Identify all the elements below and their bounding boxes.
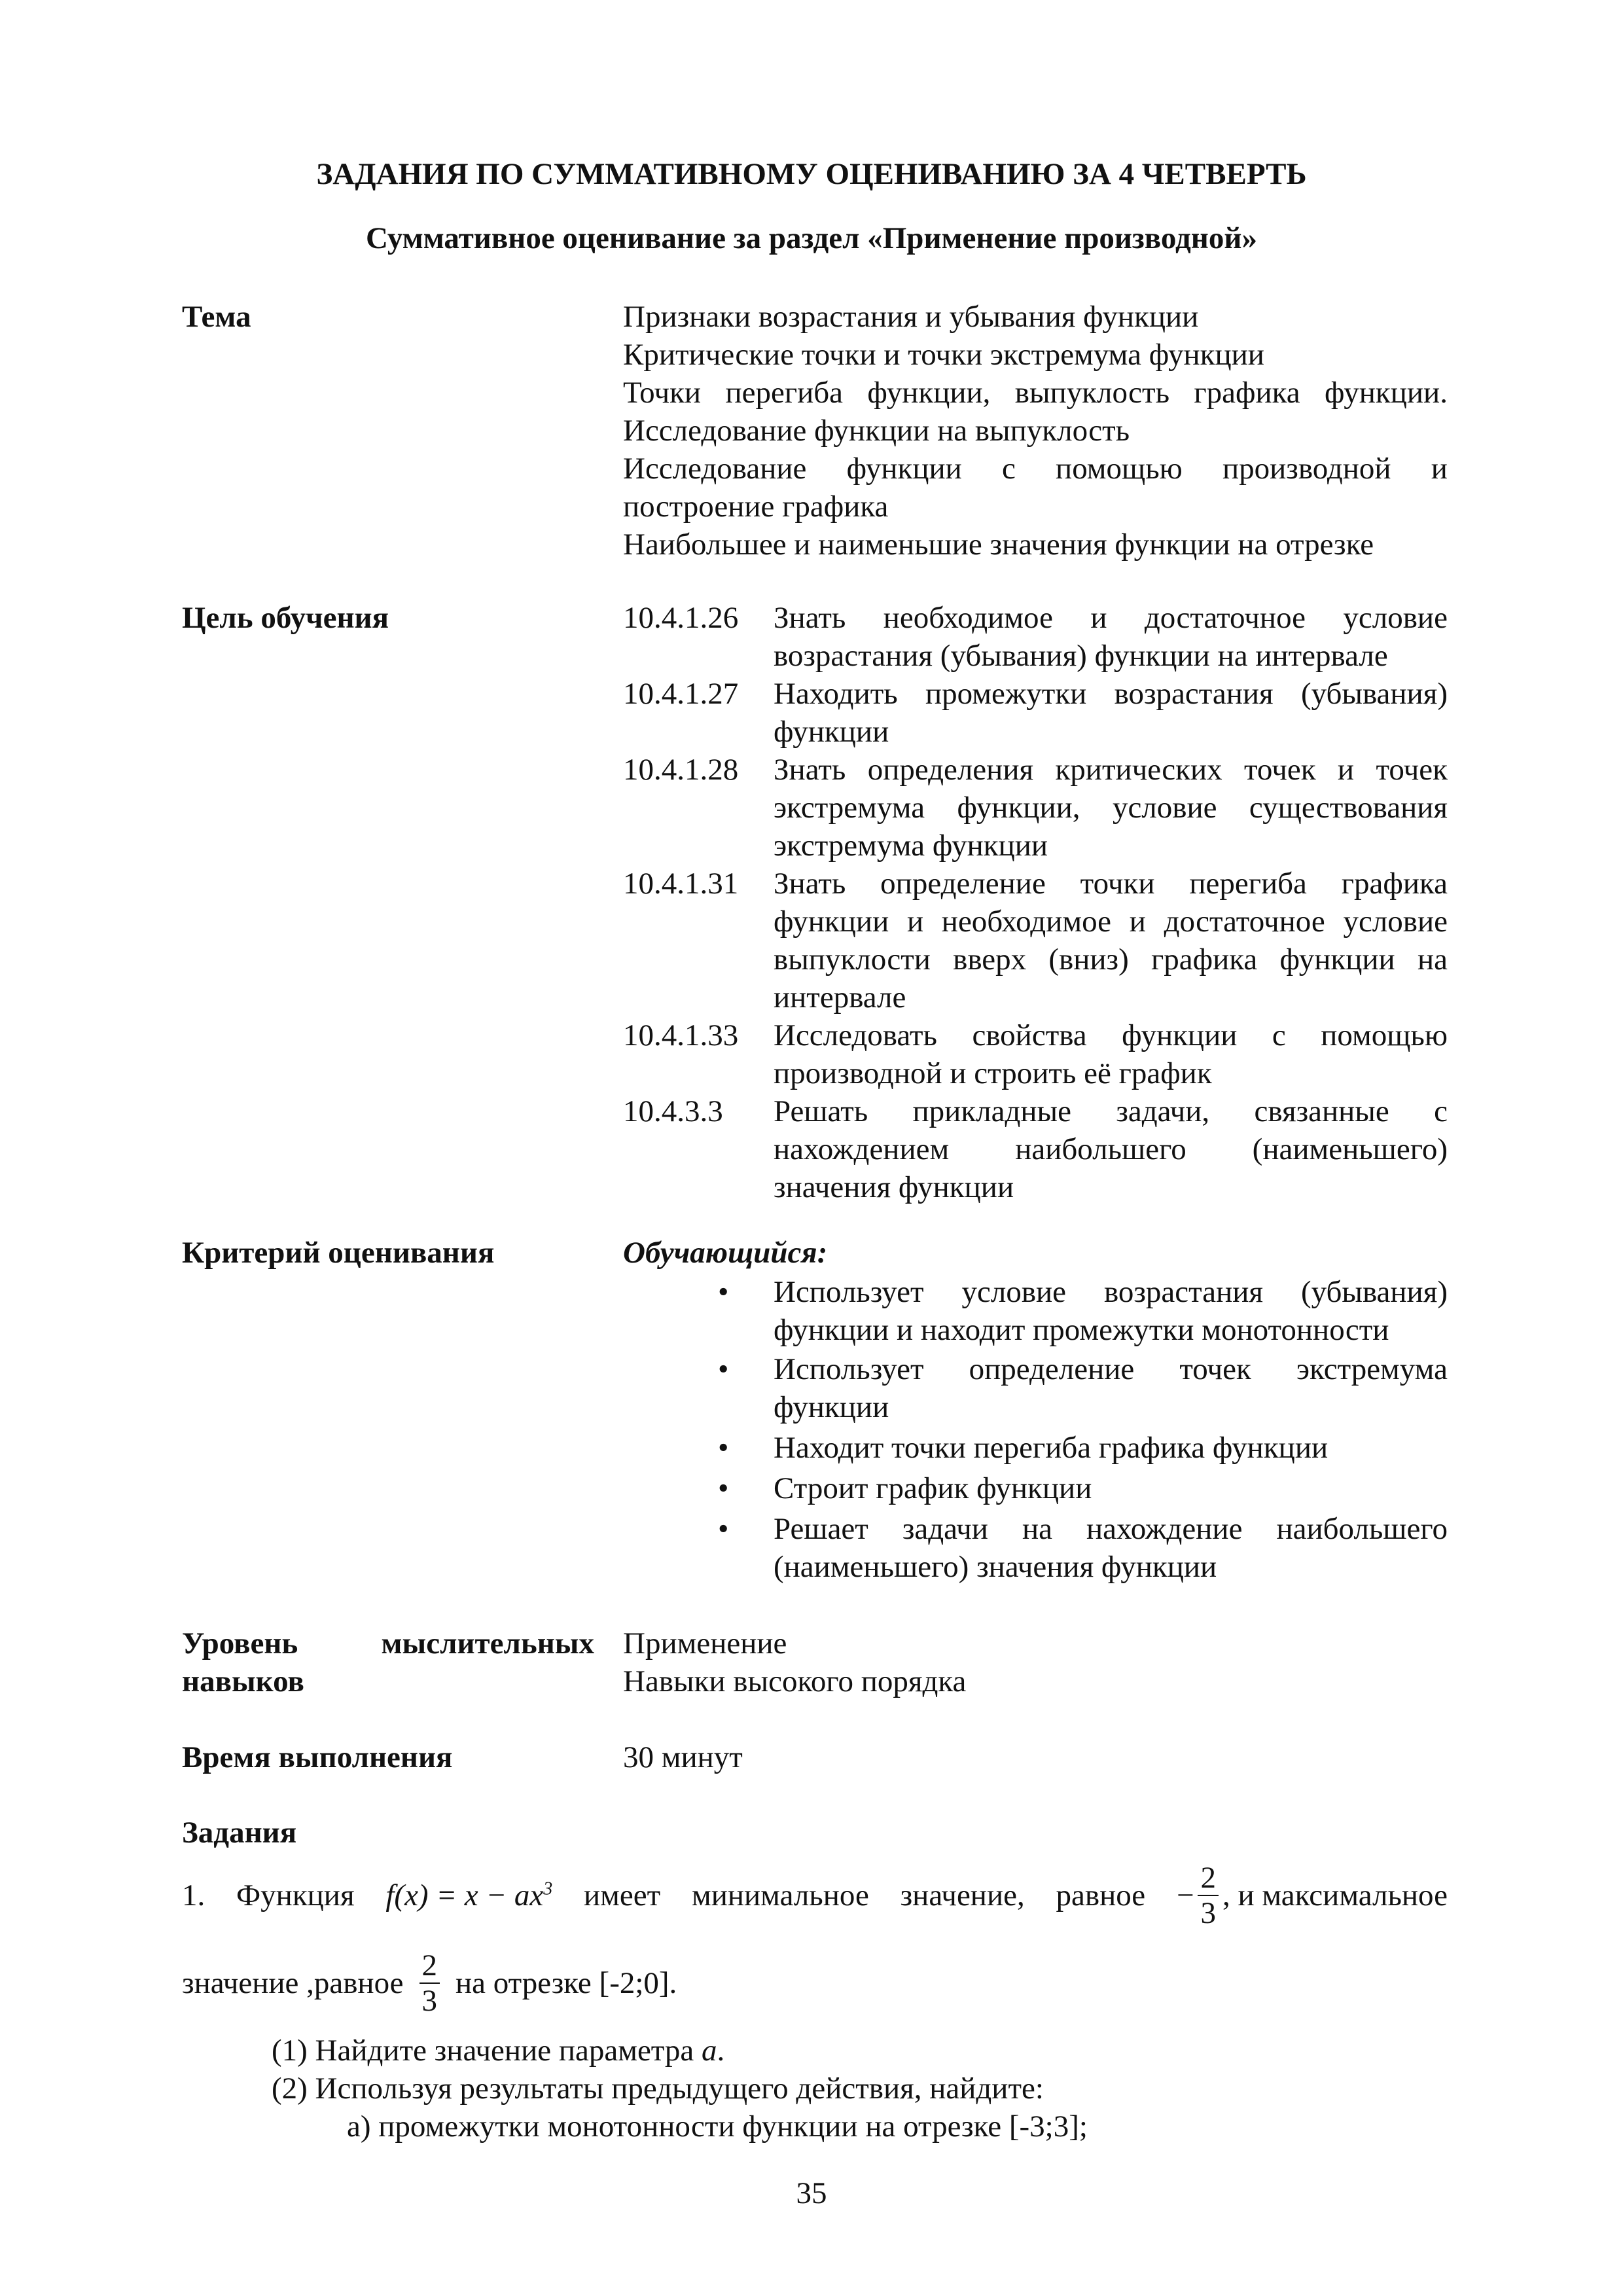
thinking-level-value: Навыки высокого порядка xyxy=(623,1664,967,1698)
goal-code: 10.4.1.31 xyxy=(623,867,739,901)
word: условие xyxy=(1112,791,1217,825)
goal-text: значения функции xyxy=(774,1170,1014,1204)
topic-label: Тема xyxy=(182,300,251,334)
word: необходимое xyxy=(883,601,1053,635)
word: перегиба xyxy=(725,376,844,410)
word: точек xyxy=(1179,1352,1251,1386)
word: Исследование xyxy=(623,452,807,486)
word: (убывания) xyxy=(1300,677,1448,711)
word: экстремума xyxy=(1296,1352,1448,1386)
criteria-text xyxy=(774,1273,1448,1311)
task1-line1 xyxy=(182,1856,1448,1935)
word: Точки xyxy=(623,376,702,410)
criteria-text: Строит график функции xyxy=(774,1471,1092,1505)
word: точек xyxy=(1244,753,1316,787)
word: (убывания) xyxy=(1300,1275,1448,1309)
duration-value: 30 минут xyxy=(623,1740,743,1774)
task1-line2 xyxy=(182,1944,677,2022)
criteria-label: Критерий оценивания xyxy=(182,1236,495,1270)
word: достаточное xyxy=(1144,601,1306,635)
goal-text xyxy=(774,789,1448,827)
word: перегиба xyxy=(1189,867,1307,901)
word: Находить xyxy=(774,677,898,711)
criteria-text: функции xyxy=(774,1390,889,1424)
page-title: ЗАДАНИЯ ПО СУММАТИВНОМУ ОЦЕНИВАНИЮ ЗА 4 ЧЕТВЕРТЬ xyxy=(316,157,1307,191)
thinking-level-label-line xyxy=(182,1624,594,1662)
criteria-item xyxy=(623,1273,1448,1349)
fraction xyxy=(1198,1861,1219,1930)
bullet-icon: • xyxy=(718,1352,729,1386)
goal-text xyxy=(774,1092,1448,1130)
word: условие xyxy=(1343,601,1448,635)
word: Решает xyxy=(774,1512,868,1546)
goal-text xyxy=(774,675,1448,713)
topic-line: Признаки возрастания и убывания функции xyxy=(623,300,1199,334)
fraction-numerator: 2 xyxy=(419,1948,440,1984)
bullet-icon: • xyxy=(718,1512,729,1546)
goal-code: 10.4.1.28 xyxy=(623,753,739,787)
word: и xyxy=(1431,452,1448,486)
word: и xyxy=(1129,905,1146,939)
goal-text xyxy=(774,1016,1448,1054)
word: Знать xyxy=(774,867,846,901)
word: связанные xyxy=(1254,1094,1389,1128)
word: и xyxy=(1090,601,1107,635)
topic-line xyxy=(623,450,1448,488)
word: существования xyxy=(1249,791,1448,825)
criteria-item xyxy=(623,1510,1448,1586)
topic-line: построение графика xyxy=(623,490,889,524)
criteria-text xyxy=(774,1350,1448,1388)
word: Знать xyxy=(774,601,846,635)
goal-text xyxy=(774,1130,1448,1168)
word: задачи, xyxy=(1116,1094,1210,1128)
fraction xyxy=(419,1948,440,2018)
goal-code: 10.4.3.3 xyxy=(623,1094,723,1128)
word: функции xyxy=(774,905,889,939)
task1-formula xyxy=(385,1876,552,1914)
task1-lead: Функция xyxy=(236,1878,355,1912)
word: функции xyxy=(846,452,962,486)
word: графика xyxy=(1151,942,1258,977)
word: условие xyxy=(1343,905,1448,939)
goals-list xyxy=(623,599,1448,1206)
tasks-label: Задания xyxy=(182,1816,297,1850)
word: экстремума xyxy=(774,791,925,825)
word: функции. xyxy=(1324,376,1448,410)
task1-mid-word: минимальное xyxy=(691,1878,869,1912)
fraction-numerator: 2 xyxy=(1198,1861,1219,1896)
word: необходимое xyxy=(941,905,1112,939)
goal-text xyxy=(774,751,1448,789)
page-number: 35 xyxy=(796,2176,827,2210)
criteria-text: Находит точки перегиба графика функции xyxy=(774,1431,1329,1465)
topic-line: Критические точки и точки экстремума функции xyxy=(623,338,1264,372)
task1-sub2: (2) Используя результаты предыдущего действия, найдите: xyxy=(272,2072,1044,2106)
topic-line: Наибольшее и наименьшие значения функции на отрезке xyxy=(623,528,1374,562)
goal-item xyxy=(623,675,1448,751)
word: и xyxy=(1337,753,1355,787)
goal-text: возрастания (убывания) функции на интервале xyxy=(774,639,1388,673)
word: (наименьшего) xyxy=(1252,1132,1448,1166)
word: Знать xyxy=(774,753,846,787)
word: возрастания xyxy=(1114,677,1274,711)
thinking-level-value: Применение xyxy=(623,1626,787,1660)
word: на xyxy=(1417,942,1448,977)
goal-item xyxy=(623,865,1448,1016)
duration-label: Время выполнения xyxy=(182,1740,453,1774)
task1-sub1 xyxy=(272,2032,724,2070)
word: прикладные xyxy=(912,1094,1071,1128)
word: графика xyxy=(1194,376,1300,410)
word: Исследовать xyxy=(774,1018,937,1052)
task1-mid-word: равное xyxy=(1056,1878,1146,1912)
goal-item xyxy=(623,1092,1448,1206)
goal-code: 10.4.1.33 xyxy=(623,1018,739,1052)
criteria-item xyxy=(623,1350,1448,1426)
word: точки xyxy=(1080,867,1155,901)
task1-sub2a: а) промежутки монотонности функции на отрезке [-3;3]; xyxy=(347,2109,1088,2144)
goal-item xyxy=(623,1016,1448,1092)
task1-number: 1. xyxy=(182,1878,205,1912)
word: точек xyxy=(1376,753,1448,787)
goal-text: производной и строить её график xyxy=(774,1056,1212,1090)
word: наибольшего xyxy=(1015,1132,1186,1166)
word: достаточное xyxy=(1164,905,1325,939)
task1-formula-text: f(x) = x − ax xyxy=(385,1878,544,1912)
task1-mid-word: значение, xyxy=(900,1878,1025,1912)
word: вверх xyxy=(953,942,1027,977)
topic-line xyxy=(623,374,1448,412)
fraction-denominator: 3 xyxy=(1200,1896,1216,1930)
criteria-text xyxy=(774,1510,1448,1548)
word: помощью xyxy=(1056,452,1183,486)
goal-text: экстремума функции xyxy=(774,829,1048,863)
thinking-level-label xyxy=(182,1624,594,1700)
fraction-denominator: 3 xyxy=(421,1984,438,2018)
goal-text: функции xyxy=(774,715,889,749)
task1-neg-sign: − xyxy=(1176,1878,1194,1912)
goal-code: 10.4.1.27 xyxy=(623,677,739,711)
goal-text xyxy=(774,599,1448,637)
word: Использует xyxy=(774,1352,924,1386)
word: с xyxy=(1001,452,1016,486)
criteria-item xyxy=(623,1429,1448,1467)
word: условие xyxy=(961,1275,1067,1309)
goal-code: 10.4.1.26 xyxy=(623,601,739,635)
bullet-icon: • xyxy=(718,1431,729,1465)
word: нахождение xyxy=(1086,1512,1243,1546)
goal-text: интервале xyxy=(774,980,906,1014)
thinking-level-word: мыслительных xyxy=(381,1626,594,1660)
section-title: Суммативное оценивание за раздел «Применение производной» xyxy=(366,221,1257,255)
word: функции, xyxy=(867,376,991,410)
word: определения xyxy=(867,753,1034,787)
word: графика xyxy=(1341,867,1448,901)
criteria-item xyxy=(623,1469,1448,1507)
task1-formula-exponent: 3 xyxy=(543,1878,553,1899)
thinking-level-word: Уровень xyxy=(182,1626,298,1660)
goals-label: Цель обучения xyxy=(182,601,389,635)
task1-mid-word: имеет xyxy=(584,1878,661,1912)
criteria-text: функции и находит промежутки монотонности xyxy=(774,1313,1389,1347)
word: выпуклости xyxy=(774,942,931,977)
criteria-list xyxy=(623,1234,1448,1586)
word: функции xyxy=(1122,1018,1238,1052)
topic-line: Исследование функции на выпуклость xyxy=(623,414,1130,448)
goal-text xyxy=(774,903,1448,941)
criteria-heading: Обучающийся: xyxy=(623,1236,828,1270)
word: производной xyxy=(1222,452,1391,486)
bullet-icon: • xyxy=(718,1275,729,1309)
word: и xyxy=(906,905,924,939)
word: функции xyxy=(1279,942,1395,977)
word: с xyxy=(1272,1018,1286,1052)
word: определение xyxy=(880,867,1046,901)
word: Решать xyxy=(774,1094,868,1128)
task1-line2-tail: на отрезке [-2;0]. xyxy=(455,1966,677,2000)
word: с xyxy=(1434,1094,1448,1128)
topic-list xyxy=(623,298,1448,564)
thinking-level-values xyxy=(623,1624,1448,1700)
task1-sub1-var: a xyxy=(702,2034,717,2068)
word: помощью xyxy=(1321,1018,1448,1052)
word: (вниз) xyxy=(1048,942,1129,977)
task1-line2-lead: значение ,равное xyxy=(182,1966,404,2000)
word: на xyxy=(1022,1512,1052,1546)
word: определение xyxy=(969,1352,1135,1386)
task1-sub1-text: (1) Найдите значение параметра xyxy=(272,2034,702,2068)
word: свойства xyxy=(972,1018,1087,1052)
word: наибольшего xyxy=(1276,1512,1448,1546)
criteria-text: (наименьшего) значения функции xyxy=(774,1550,1217,1584)
goal-item xyxy=(623,599,1448,675)
goal-text xyxy=(774,865,1448,903)
word: задачи xyxy=(902,1512,988,1546)
word: функции, xyxy=(957,791,1080,825)
goal-item xyxy=(623,751,1448,865)
task1-tail: , и максимальное xyxy=(1222,1878,1448,1912)
word: Использует xyxy=(774,1275,924,1309)
word: критических xyxy=(1055,753,1222,787)
word: возрастания xyxy=(1103,1275,1264,1309)
thinking-level-word: навыков xyxy=(182,1664,304,1698)
task1-sub1-end: . xyxy=(717,2034,725,2068)
goal-text xyxy=(774,941,1448,978)
word: промежутки xyxy=(925,677,1087,711)
word: нахождением xyxy=(774,1132,950,1166)
word: выпуклость xyxy=(1014,376,1169,410)
task1-neg-fraction xyxy=(1177,1861,1448,1930)
bullet-icon: • xyxy=(718,1471,729,1505)
